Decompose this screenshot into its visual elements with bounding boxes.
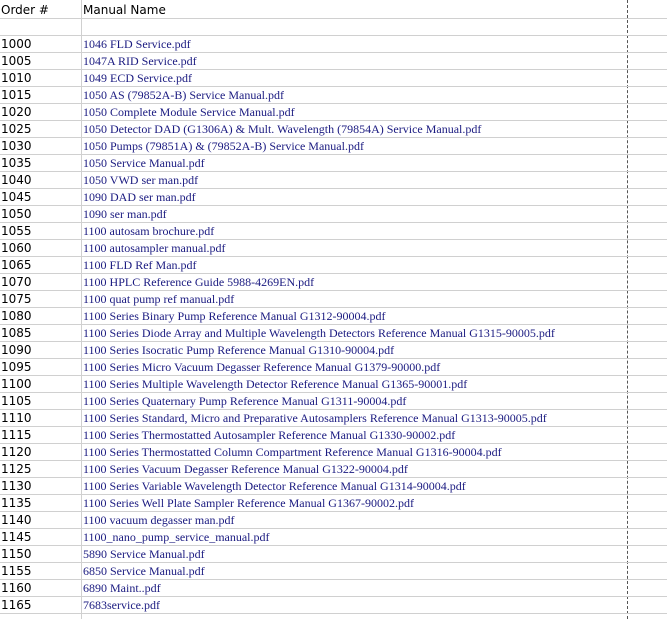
manual-name-cell[interactable]: 1100 vacuum degasser man.pdf: [83, 513, 235, 527]
order-number-cell[interactable]: 1010: [1, 71, 32, 85]
order-number-cell[interactable]: 1125: [1, 462, 32, 476]
table-row: [0, 155, 667, 172]
order-number-cell[interactable]: 1045: [1, 190, 32, 204]
manual-name-cell[interactable]: 1100 Series Standard, Micro and Preparative Autosamplers Reference Manual G1313-90005.pdf: [83, 411, 547, 425]
table-row: [0, 189, 667, 206]
table-row: [0, 19, 667, 36]
table-row: [0, 223, 667, 240]
order-number-cell[interactable]: 1055: [1, 224, 32, 238]
order-number-cell[interactable]: 1020: [1, 105, 32, 119]
order-number-cell[interactable]: 1155: [1, 564, 32, 578]
order-number-cell[interactable]: 1065: [1, 258, 32, 272]
manual-name-cell[interactable]: 1090 ser man.pdf: [83, 207, 167, 221]
table-row: [0, 410, 667, 427]
order-number-cell[interactable]: 1030: [1, 139, 32, 153]
manual-name-cell[interactable]: 7683service.pdf: [83, 598, 160, 612]
table-row: [0, 342, 667, 359]
order-number-cell[interactable]: 1110: [1, 411, 32, 425]
header-order-number[interactable]: Order #: [1, 3, 49, 17]
manual-name-cell[interactable]: 1100 Series Micro Vacuum Degasser Reference Manual G1379-90000.pdf: [83, 360, 441, 374]
table-row: [0, 257, 667, 274]
manual-name-cell[interactable]: 1050 Pumps (79851A) & (79852A-B) Service Manual.pdf: [83, 139, 364, 153]
order-number-cell[interactable]: 1050: [1, 207, 32, 221]
manual-name-cell[interactable]: 1100 Series Thermostatted Column Compartment Reference Manual G1316-90004.pdf: [83, 445, 502, 459]
manual-name-cell[interactable]: 1100 autosampler manual.pdf: [83, 241, 226, 255]
manual-name-cell[interactable]: 1100 Series Isocratic Pump Reference Manual G1310-90004.pdf: [83, 343, 395, 357]
manual-name-cell[interactable]: 1050 Detector DAD (G1306A) & Mult. Wavelength (79854A) Service Manual.pdf: [83, 122, 482, 136]
table-row: [0, 597, 667, 614]
order-number-cell[interactable]: 1015: [1, 88, 32, 102]
manual-name-cell[interactable]: 1100 Series Multiple Wavelength Detector Reference Manual G1365-90001.pdf: [83, 377, 468, 391]
order-number-cell[interactable]: 1085: [1, 326, 32, 340]
header-row: [0, 2, 667, 19]
order-number-cell[interactable]: 1080: [1, 309, 32, 323]
table-row: [0, 325, 667, 342]
order-number-cell[interactable]: 1160: [1, 581, 32, 595]
table-row: [0, 104, 667, 121]
table-row: [0, 529, 667, 546]
table-row: [0, 53, 667, 70]
manual-name-cell[interactable]: 1050 Service Manual.pdf: [83, 156, 205, 170]
manual-name-cell[interactable]: 6850 Service Manual.pdf: [83, 564, 205, 578]
table-row: [0, 206, 667, 223]
order-number-cell[interactable]: 1135: [1, 496, 32, 510]
table-row: [0, 427, 667, 444]
manual-name-cell[interactable]: 1100 autosam brochure.pdf: [83, 224, 215, 238]
table-row: [0, 308, 667, 325]
order-number-cell[interactable]: 1150: [1, 547, 32, 561]
table-row: [0, 240, 667, 257]
manual-name-cell[interactable]: 6890 Maint..pdf: [83, 581, 161, 595]
table-row: [0, 138, 667, 155]
order-number-cell[interactable]: 1100: [1, 377, 32, 391]
manual-name-cell[interactable]: 1100 Series Diode Array and Multiple Wavelength Detectors Reference Manual G1315-90005.pdf: [83, 326, 555, 340]
order-number-cell[interactable]: 1000: [1, 37, 32, 51]
table-row: [0, 563, 667, 580]
table-row: [0, 393, 667, 410]
table-row: [0, 87, 667, 104]
table-row: [0, 274, 667, 291]
order-number-cell[interactable]: 1060: [1, 241, 32, 255]
order-number-cell[interactable]: [0, 19, 82, 35]
order-number-cell[interactable]: 1005: [1, 54, 32, 68]
manual-name-cell[interactable]: 1050 AS (79852A-B) Service Manual.pdf: [83, 88, 284, 102]
manual-name-cell[interactable]: 1100 Series Quaternary Pump Reference Manual G1311-90004.pdf: [83, 394, 407, 408]
manual-name-cell[interactable]: 1100 HPLC Reference Guide 5988-4269EN.pdf: [83, 275, 315, 289]
order-number-cell[interactable]: 1040: [1, 173, 32, 187]
order-number-cell[interactable]: 1105: [1, 394, 32, 408]
order-number-cell[interactable]: 1120: [1, 445, 32, 459]
order-number-cell[interactable]: 1165: [1, 598, 32, 612]
manual-name-cell[interactable]: 1046 FLD Service.pdf: [83, 37, 191, 51]
table-row: [0, 376, 667, 393]
order-number-cell[interactable]: 1095: [1, 360, 32, 374]
table-row: [0, 172, 667, 189]
order-number-cell[interactable]: 1075: [1, 292, 32, 306]
order-number-cell[interactable]: 1145: [1, 530, 32, 544]
table-row: [0, 512, 667, 529]
manual-name-cell[interactable]: 1100 Series Thermostatted Autosampler Reference Manual G1330-90002.pdf: [83, 428, 456, 442]
manual-name-cell[interactable]: 1100 Series Vacuum Degasser Reference Manual G1322-90004.pdf: [83, 462, 408, 476]
table-row: [0, 478, 667, 495]
table-row: [0, 461, 667, 478]
order-number-cell[interactable]: 1140: [1, 513, 32, 527]
table-row: [0, 36, 667, 53]
manual-name-cell[interactable]: 1100 FLD Ref Man.pdf: [83, 258, 197, 272]
manual-name-cell[interactable]: 1090 DAD ser man.pdf: [83, 190, 196, 204]
table-row: [0, 546, 667, 563]
table-row: [0, 495, 667, 512]
manual-name-cell[interactable]: 1047A RID Service.pdf: [83, 54, 197, 68]
order-number-cell[interactable]: 1025: [1, 122, 32, 136]
order-number-cell[interactable]: 1090: [1, 343, 32, 357]
manual-name-cell[interactable]: 1100 Series Binary Pump Reference Manual G1312-90004.pdf: [83, 309, 386, 323]
manual-name-cell[interactable]: [82, 19, 629, 35]
table-row: [0, 359, 667, 376]
manual-name-cell[interactable]: 5890 Service Manual.pdf: [83, 547, 205, 561]
order-number-cell[interactable]: 1035: [1, 156, 32, 170]
manual-name-cell[interactable]: 1050 VWD ser man.pdf: [83, 173, 199, 187]
table-row: [0, 70, 667, 87]
table-row: [0, 444, 667, 461]
table-row: [0, 291, 667, 308]
order-number-cell[interactable]: 1115: [1, 428, 32, 442]
table-row: [0, 121, 667, 138]
manual-name-cell[interactable]: 1050 Complete Module Service Manual.pdf: [83, 105, 295, 119]
manual-name-cell[interactable]: 1100 Series Well Plate Sampler Reference Manual G1367-90002.pdf: [83, 496, 414, 510]
order-number-cell[interactable]: 1130: [1, 479, 32, 493]
manual-name-cell[interactable]: 1100_nano_pump_service_manual.pdf: [83, 530, 270, 544]
table-row: [0, 580, 667, 597]
order-number-cell[interactable]: 1070: [1, 275, 32, 289]
manual-name-cell[interactable]: 1049 ECD Service.pdf: [83, 71, 192, 85]
header-manual-name[interactable]: Manual Name: [83, 3, 166, 17]
manual-name-cell[interactable]: 1100 Series Variable Wavelength Detector Reference Manual G1314-90004.pdf: [83, 479, 466, 493]
manual-name-cell[interactable]: 1100 quat pump ref manual.pdf: [83, 292, 235, 306]
